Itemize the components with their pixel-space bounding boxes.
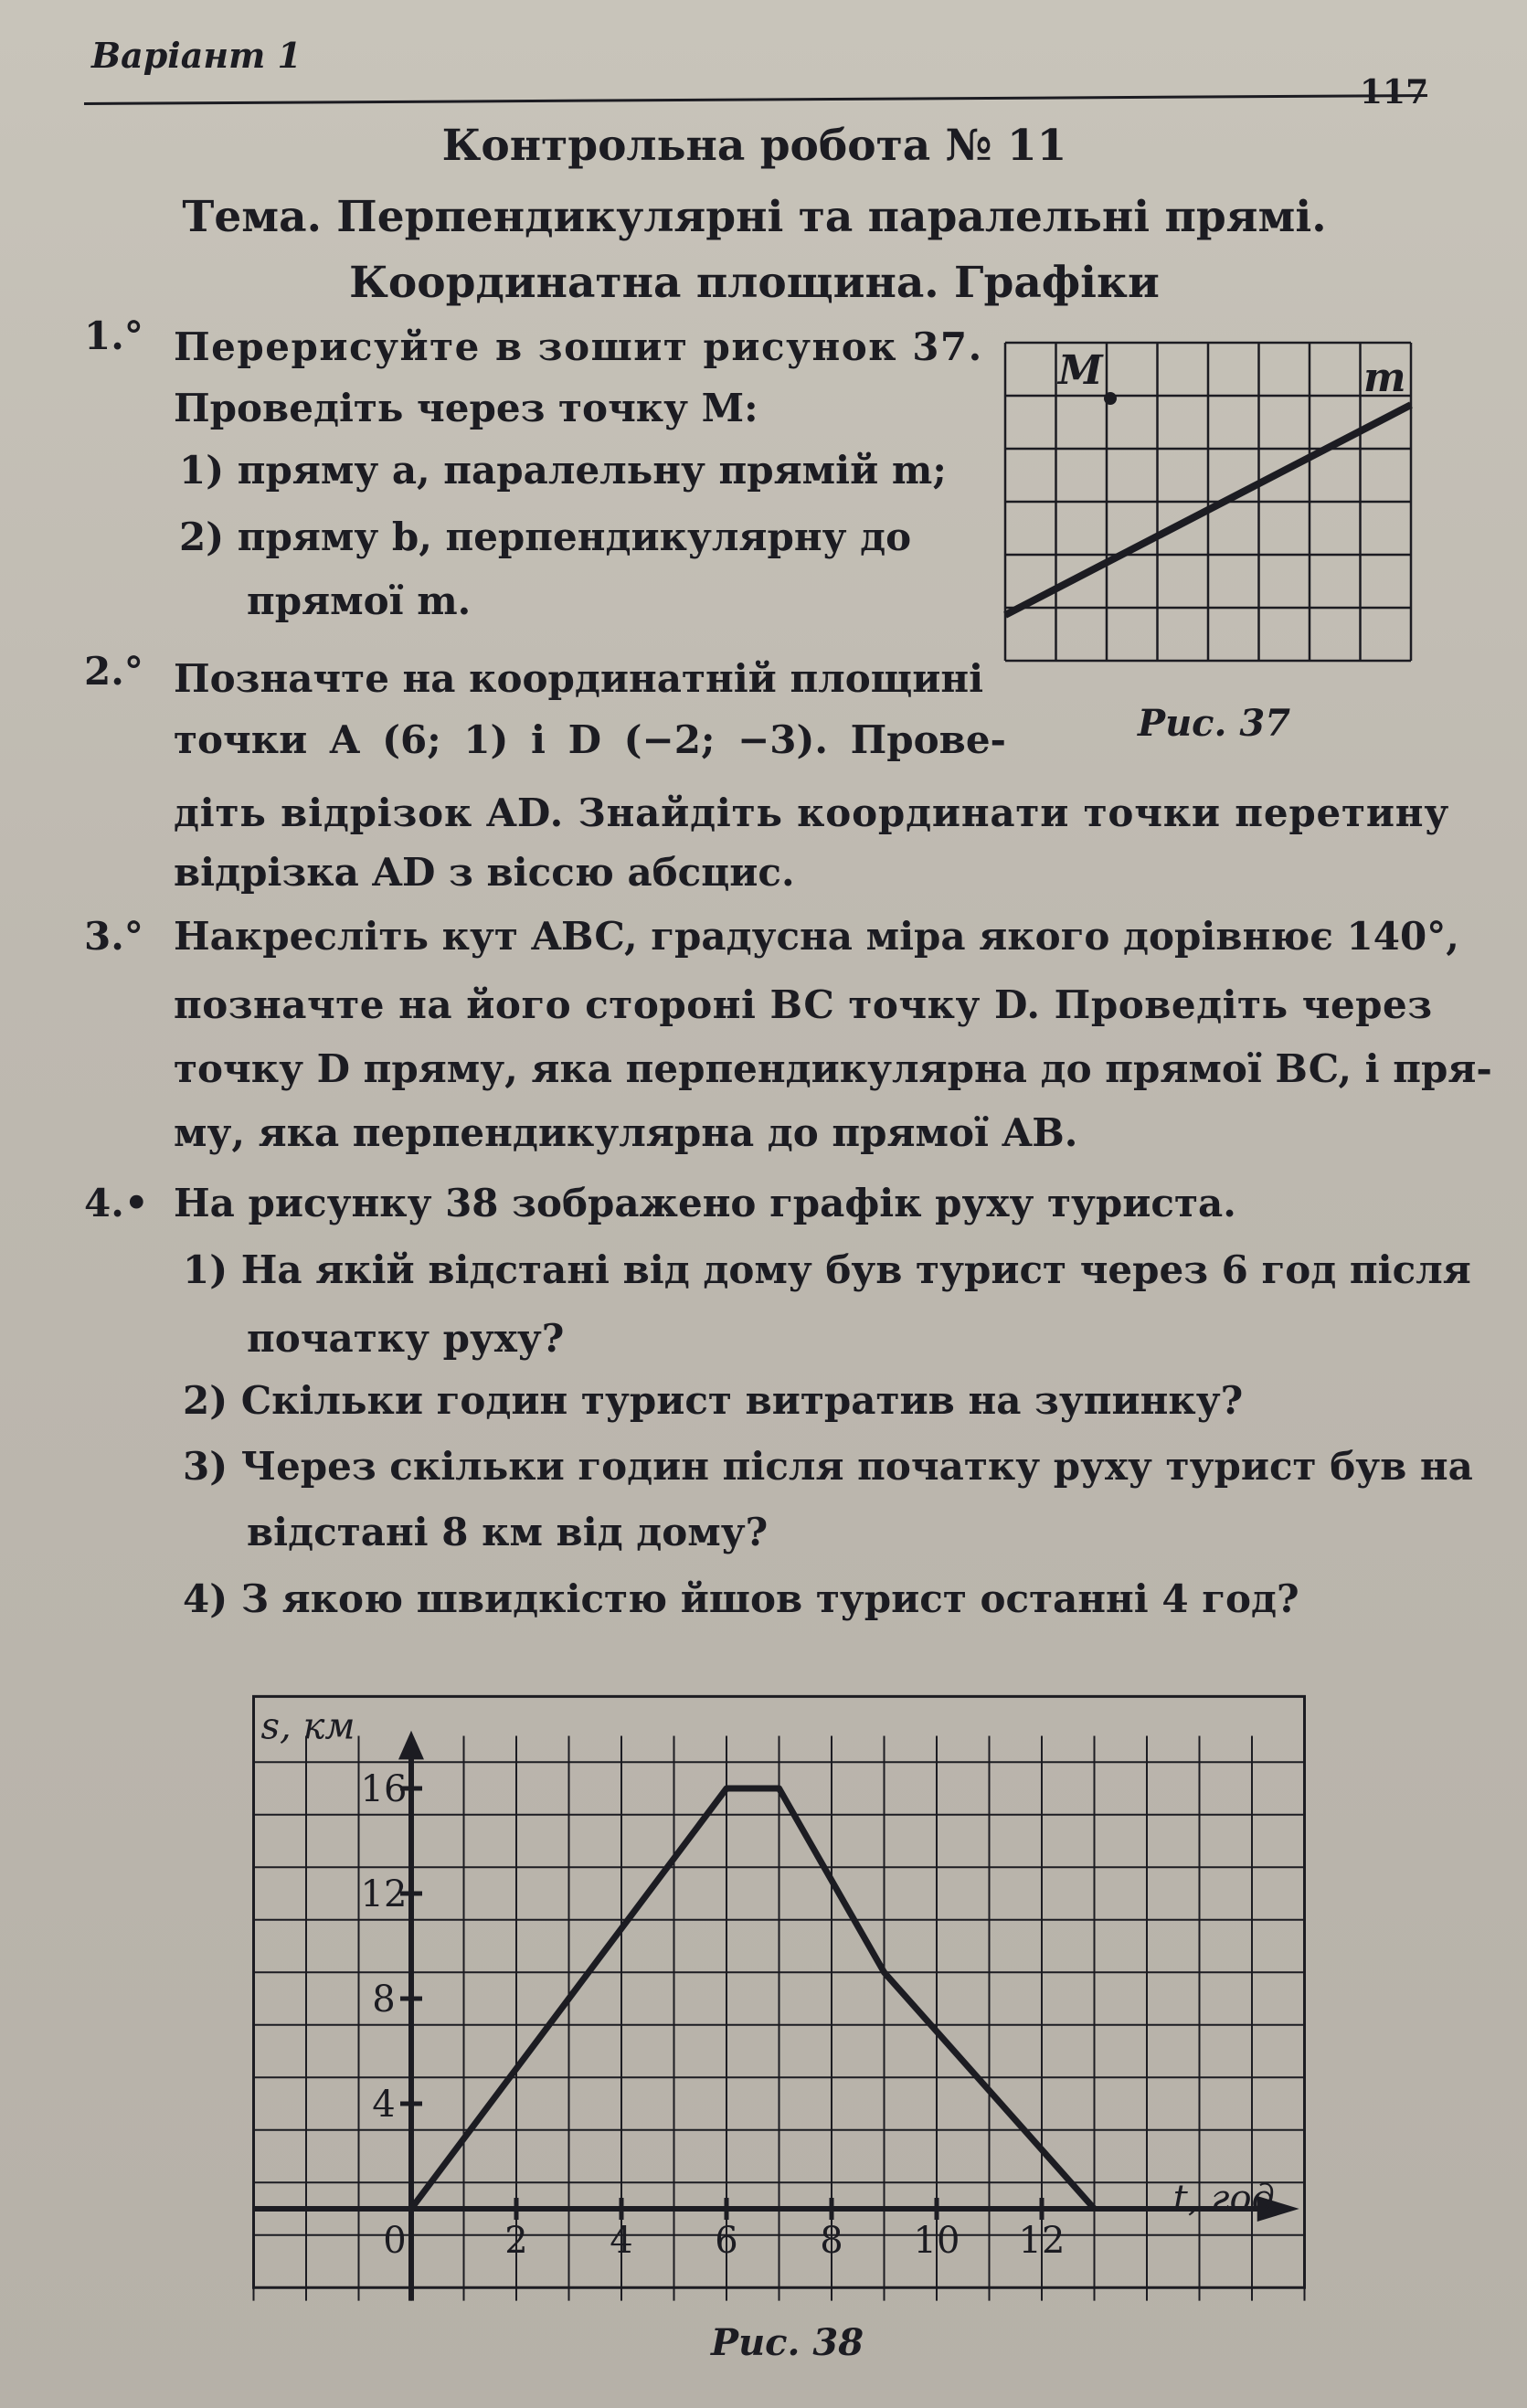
y-tick-label: 12 <box>360 1873 408 1915</box>
task-1-line-5: прямої m. <box>247 578 472 623</box>
header-rule <box>84 94 1427 105</box>
task-4-number: 4.• <box>84 1181 149 1225</box>
title-line-1: Контрольна робота № 11 <box>441 121 1067 171</box>
task-4-line-7: 4) З якою швидкістю йшов турист останні 4 год? <box>183 1576 1299 1621</box>
title-line-3: Координатна площина. Графіки <box>349 258 1160 308</box>
y-tick-label: 4 <box>372 2084 396 2126</box>
task-4-line-5: 3) Через скільки годин після початку руху турист був на <box>183 1444 1473 1489</box>
y-tick-label: 16 <box>360 1768 408 1810</box>
x-tick-label: 0 <box>383 2220 407 2262</box>
task-1-line-1: Перерисуйте в зошит рисунок 37. <box>174 324 983 369</box>
x-tick-label: 8 <box>820 2220 843 2262</box>
task-1-number: 1.° <box>84 313 143 358</box>
x-tick-label: 6 <box>715 2220 738 2262</box>
task-4-line-4: 2) Скільки годин турист витратив на зупинку? <box>183 1378 1244 1423</box>
page-number: 117 <box>1360 73 1429 111</box>
task-4-line-6: відстані 8 км від дому? <box>247 1510 769 1554</box>
task-2-number: 2.° <box>84 649 143 694</box>
figure-38-caption: Рис. 38 <box>711 2321 864 2364</box>
x-tick-label: 2 <box>504 2220 528 2262</box>
figure-38-ticks <box>361 1768 1066 2262</box>
figure-38-series <box>411 1788 1095 2209</box>
x-tick-label: 12 <box>1018 2220 1066 2262</box>
task-1-line-3: 1) пряму a, паралельну прямій m; <box>179 448 947 493</box>
task-3-line-4: му, яка перпендикулярна до прямої AB. <box>174 1110 1078 1155</box>
figure-38-chart <box>239 1663 1336 2321</box>
task-2-line-1: Позначте на координатній площині <box>174 656 984 701</box>
task-3-line-3: точку D пряму, яка перпендикулярна до прямої BC, і пря- <box>174 1046 1492 1091</box>
task-4-line-2: 1) На якій відстані від дому був турист через 6 год після <box>183 1247 1471 1292</box>
task-4-line-1: На рисунку 38 зображено графік руху туриста. <box>174 1181 1236 1225</box>
task-2-line-4: відрізка AD з віссю абсцис. <box>174 850 795 895</box>
title-line-2: Тема. Перпендикулярні та паралельні прямі. <box>182 192 1327 242</box>
y-tick-label: 8 <box>372 1978 396 2021</box>
task-2-line-3: діть відрізок AD. Знайдіть координати точки перетину <box>174 790 1450 835</box>
task-3-line-2: позначте на його стороні BC точку D. Проведіть через <box>174 982 1433 1027</box>
task-2-line-2: точки A (6; 1) і D (−2; −3). Прове- <box>174 717 1006 762</box>
x-tick-label: 10 <box>913 2220 960 2262</box>
variant-label: Варіант 1 <box>91 35 302 76</box>
point-m <box>1104 392 1117 405</box>
figure-38-axes <box>254 1731 1299 2301</box>
task-4-line-3: початку руху? <box>247 1316 565 1361</box>
x-axis-label: t, год <box>1172 2178 1275 2220</box>
task-3-line-1: Накресліть кут ABC, градусна міра якого дорівнює 140°, <box>174 914 1459 959</box>
y-axis-label: s, км <box>260 1705 355 1748</box>
series-line <box>411 1788 1095 2209</box>
task-1-line-4: 2) пряму b, перпендикулярну до <box>179 514 912 559</box>
task-1-line-2: Проведіть через точку M: <box>174 386 758 430</box>
line-m-label: m <box>1363 355 1406 401</box>
y-axis-arrow <box>398 1731 424 1760</box>
x-tick-label: 4 <box>610 2220 633 2262</box>
figure-37-caption: Рис. 37 <box>1138 702 1291 745</box>
point-m-label: M <box>1058 347 1103 394</box>
task-3-number: 3.° <box>84 914 143 959</box>
